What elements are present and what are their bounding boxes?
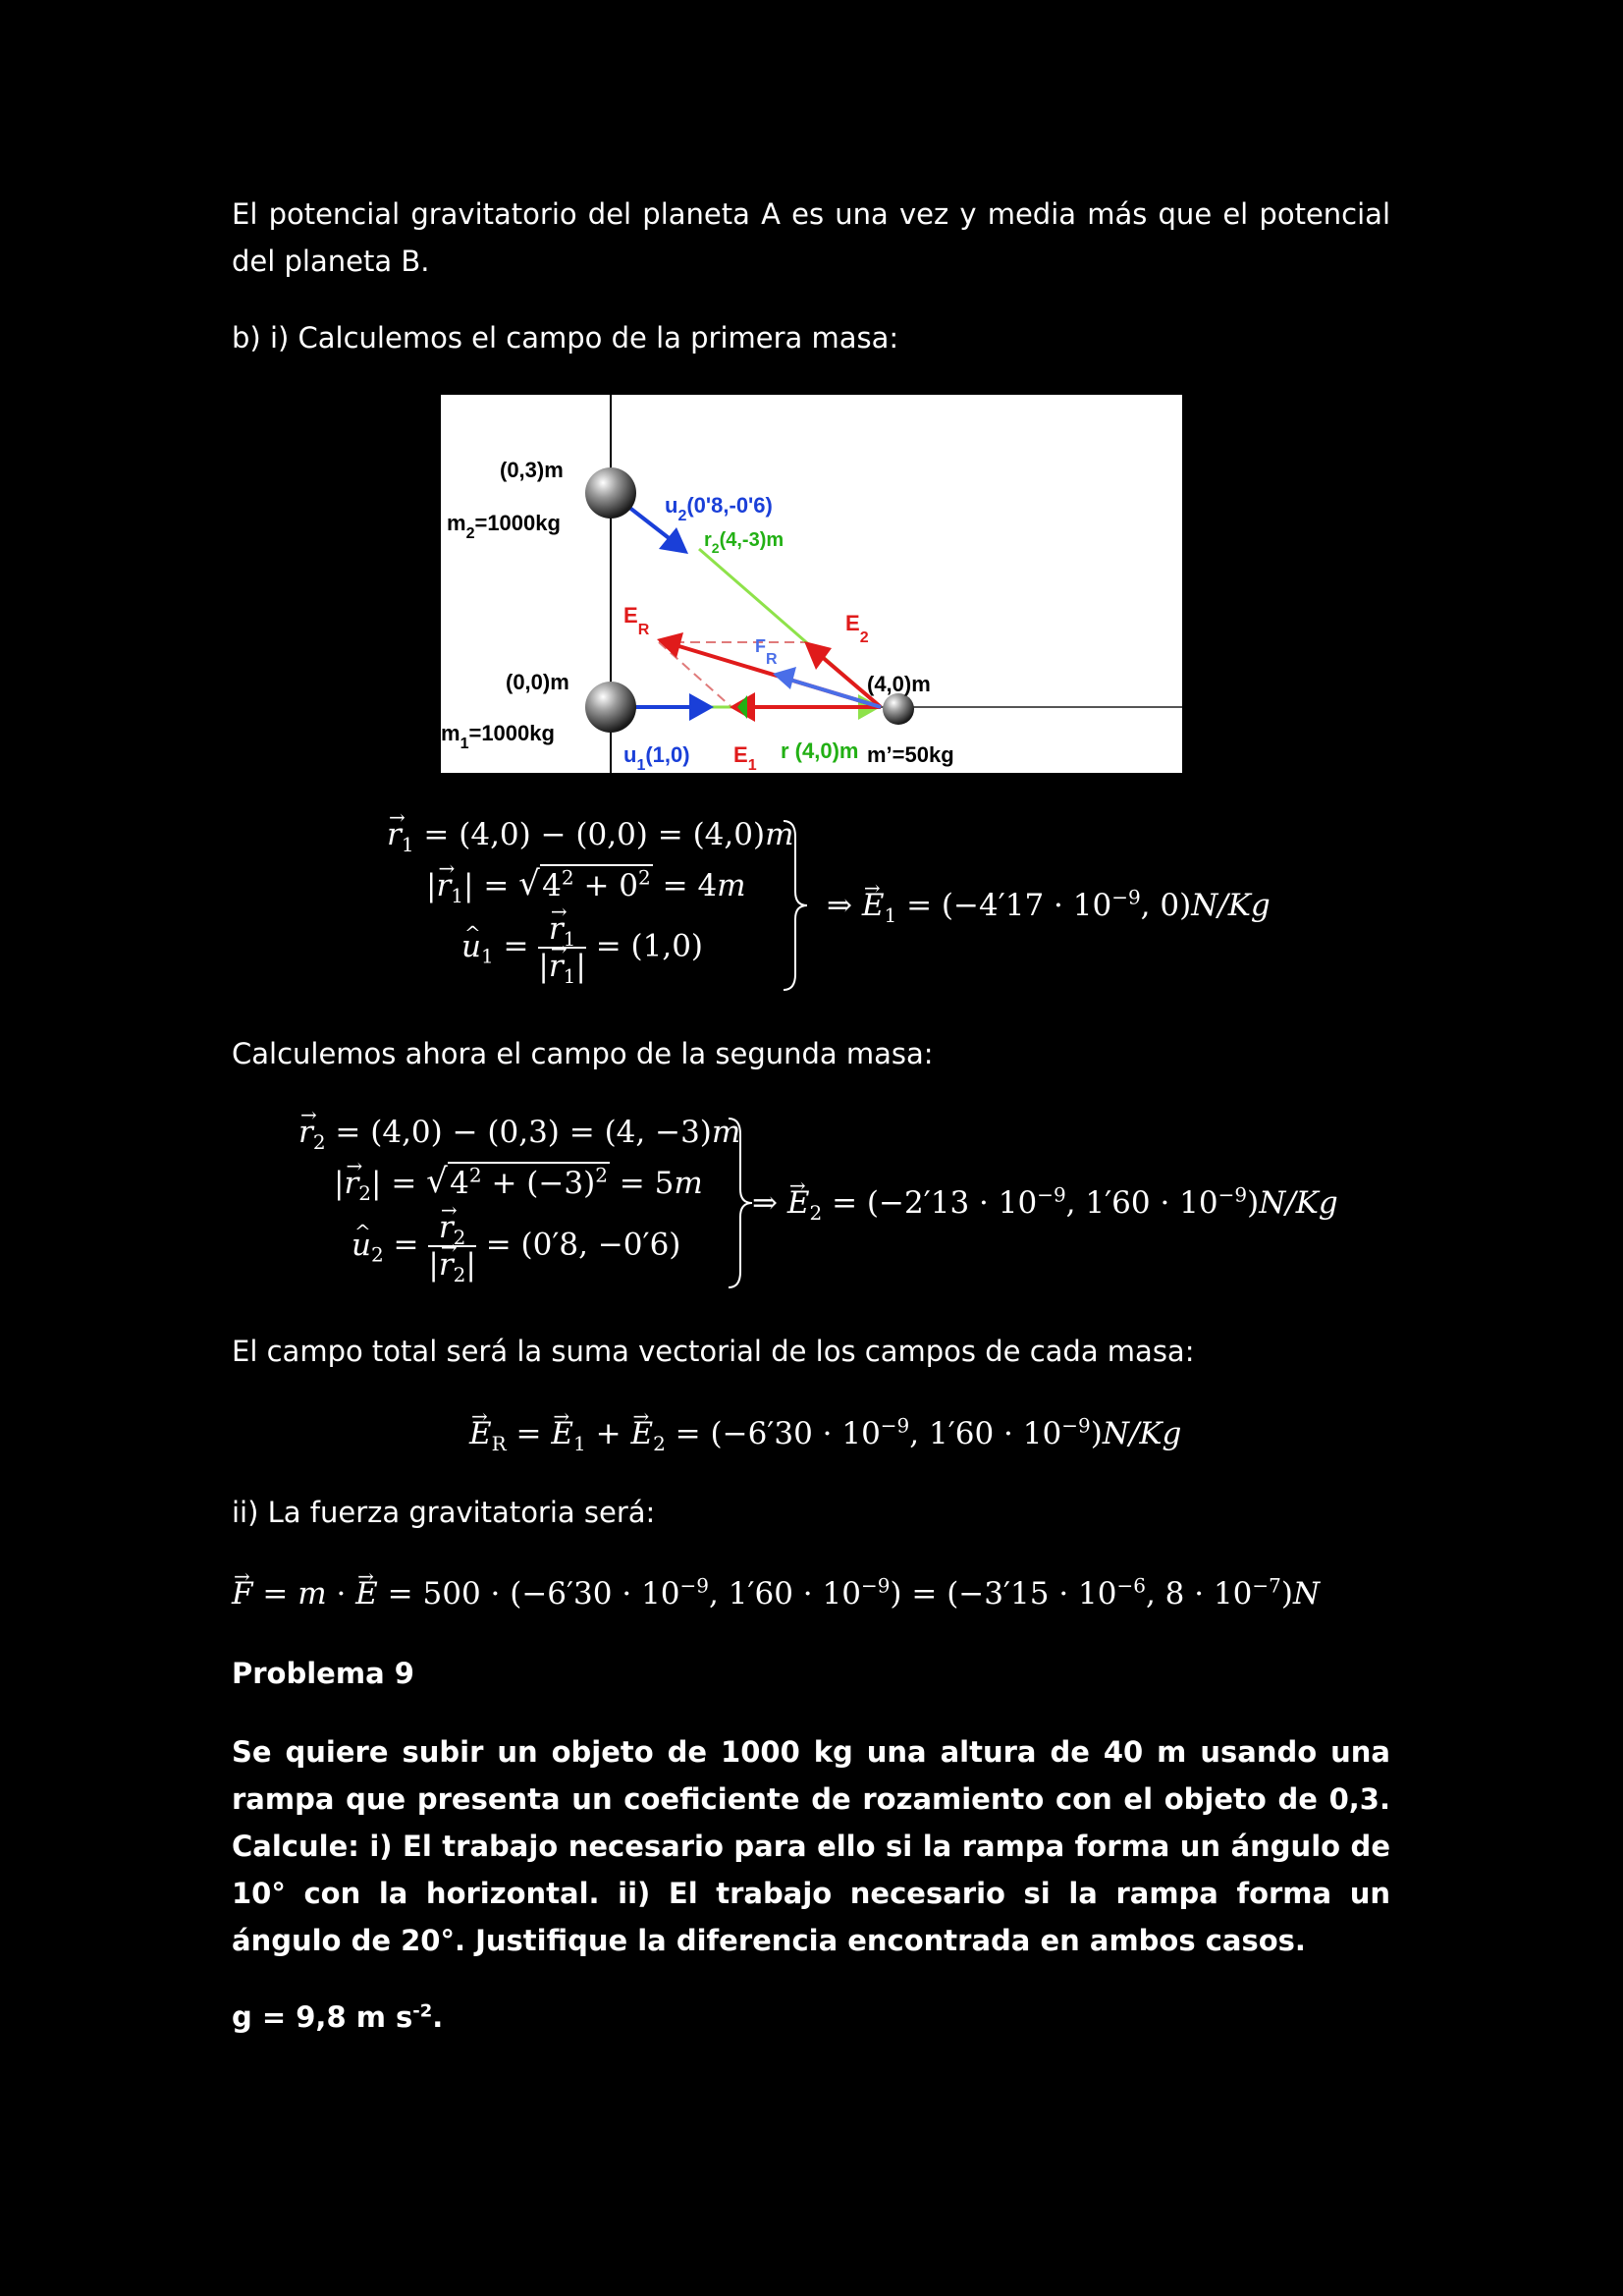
part-ii-heading: ii) La fuerza gravitatoria será: bbox=[232, 1496, 656, 1529]
r2-label: $r_2(4,-3)m$ bbox=[704, 529, 784, 556]
ER-label: $E_R$ bbox=[623, 603, 650, 638]
mprime-mass-label: m’=50kg bbox=[867, 742, 954, 767]
r-label: r (4,0)m bbox=[781, 738, 859, 763]
part-b-heading: b) i) Calculemos el campo de la primera masa: bbox=[232, 321, 899, 355]
eq2-line2: |→ $r_2|$ = √ $4^2 + (-3)^2 = 5m$ bbox=[334, 1164, 703, 1203]
eq2-line3: ^ $u_2$ = → $\frac{r_2}{|\to r_2|}$ = (0′8, −0′6) bbox=[352, 1210, 680, 1283]
m2-position-label: (0,3)m bbox=[500, 458, 564, 482]
FR-label: FR bbox=[755, 636, 778, 668]
problem-title: Problema 9 bbox=[232, 1657, 414, 1690]
part-b2-heading: Calculemos ahora el campo de la segunda masa: bbox=[232, 1037, 934, 1070]
eq1-brace bbox=[778, 817, 817, 994]
mprime-position-label: (4,0)m bbox=[867, 672, 931, 696]
total-field-text: El campo total será la suma vectorial de los campos de cada masa: bbox=[232, 1335, 1195, 1368]
gravity-value: g = 9,8 m $s^{-2}$. bbox=[232, 2000, 444, 2034]
eq1-line1: → $r_1 = (4,0) - (0,0) = (4,0)m$ bbox=[387, 815, 793, 854]
E2-label: $E_2$ bbox=[845, 611, 869, 646]
eq3-total-field: → $E_R$ = → $E_1$ + → $E_2 = (-6'30 \cdot 10^{-9}$, $1'60 \cdot 10^{-9})N/Kg$ bbox=[469, 1414, 1181, 1453]
mass-mprime-sphere bbox=[883, 693, 914, 725]
u2-label: $u_2(0'8,-0'6)$ bbox=[665, 493, 773, 524]
mass-m2-sphere bbox=[585, 467, 636, 519]
u1-label: $u_1(1,0)$ bbox=[623, 742, 690, 773]
gravitational-field-diagram bbox=[441, 395, 1182, 773]
intro-paragraph: El potencial gravitatorio del planeta A es una vez y media más que el potencial del planeta B. bbox=[232, 197, 1390, 278]
eq1-result: ⇒ → $E_1 = (-4'17 \cdot 10^{-9}$, 0)N/Kg bbox=[827, 886, 1271, 925]
problem-statement: Se quiere subir un objeto de 1000 kg una altura de 40 m usando una rampa que presenta un coeficiente de rozamiento con el objeto de 0,3. Calcule: i) El trabajo necesario para ello si la rampa forma un ángulo de 10° con la horizontal. ii) El trabajo necesario si la rampa forma un ángulo de 20°. Justifique la diferencia encontrada en ambos casos. bbox=[232, 1735, 1390, 1957]
mass-m1-sphere bbox=[585, 682, 636, 733]
eq4-force: → F = m · → $E = 500 \cdot (-6'30 \cdot 10^{-9}$, $1'60 \cdot 10^{-9}) = (-3'15 \cdot 10^{-6}$, $8 \cdot 10^{-7})N$ bbox=[232, 1574, 1320, 1613]
m2-mass-label: $m_2=1000kg$ bbox=[447, 511, 561, 542]
eq1-line3: ^ $u_1$ = → $\frac{r_1}{|\to r_1|}$ = (1,0) bbox=[461, 911, 703, 984]
E1-label: $E_1$ bbox=[733, 742, 757, 773]
eq1-line2: |→ $r_1|$ = √ $4^2 + 0^2 = 4m$ bbox=[426, 866, 746, 905]
m1-position-label: (0,0)m bbox=[506, 670, 569, 694]
eq2-result: ⇒ → $E_2 = (-2'13 \cdot 10^{-9}$, $1'60 \cdot 10^{-9})N/Kg$ bbox=[752, 1183, 1338, 1223]
m1-mass-label: $m_1=1000kg$ bbox=[441, 721, 555, 752]
diagram-background bbox=[441, 395, 1182, 773]
eq2-line1: → $r_2 = (4,0) - (0,3) = (4$, −3)m bbox=[298, 1113, 740, 1152]
